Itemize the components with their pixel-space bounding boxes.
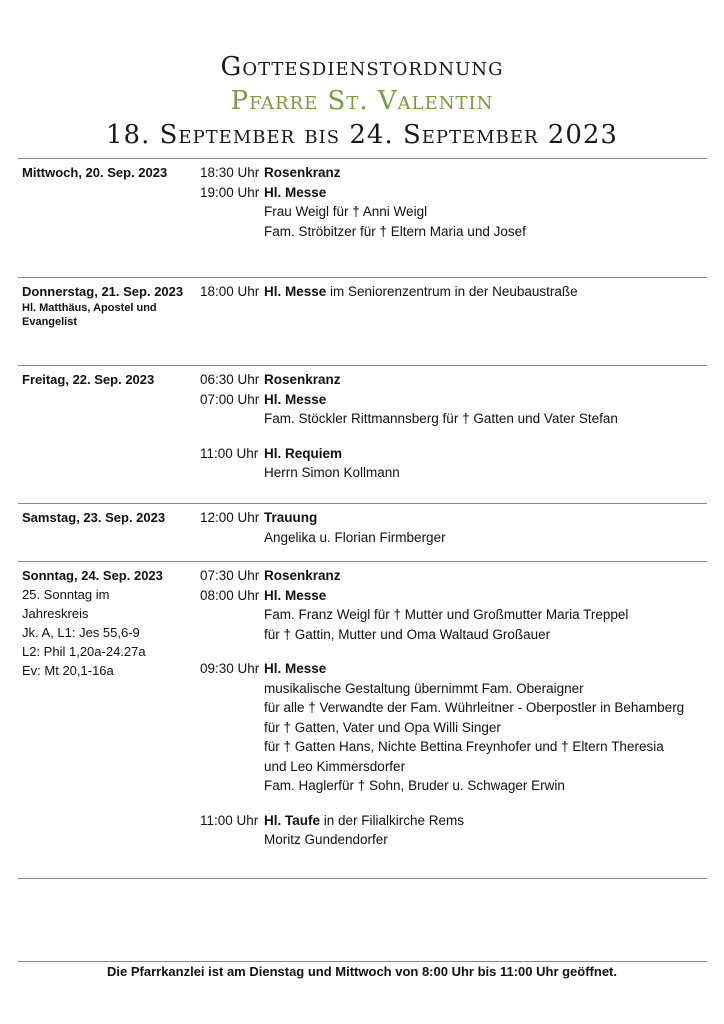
event-row [200,370,707,390]
day-row-wednesday [18,158,707,277]
day-name: Donnerstag, 21. Sep. 2023 [22,284,184,299]
day-row-sunday [18,561,707,879]
event-row [200,163,707,183]
parish-name: Pfarre St. Valentin [230,86,494,116]
intention-line: Herrn Simon Kollmann [264,465,400,480]
intention-line: Frau Weigl für † Anni Weigl [264,204,428,219]
event-row [200,586,707,606]
event-row [200,444,707,464]
event-time: 08:00 Uhr [200,587,260,603]
liturgy-note: Jk. A, L1: Jes 55,6-9 [22,625,140,640]
event-row [200,390,707,410]
day-name: Mittwoch, 20. Sep. 2023 [22,165,168,180]
day-events-cell [200,366,707,483]
event-title: Hl. Messe [264,184,327,200]
day-row-friday [18,365,707,503]
feast-name: Hl. Matthäus, Apostel und Evangelist [22,302,157,328]
event-time: 07:00 Uhr [200,391,260,407]
event-time: 11:00 Uhr [200,812,259,828]
intention-line: Fam. Stöckler Rittmannsberg für † Gatten und Vater Stefan [264,411,618,426]
intention-line: Angelika u. Florian Firmberger [264,529,446,545]
day-label-cell [22,163,194,182]
event-title: Hl. Messe [264,391,327,407]
day-label-cell [22,508,194,527]
page-header [0,50,724,152]
office-hours-note: Die Pfarrkanzlei ist am Dienstag und Mittwoch von 8:00 Uhr bis 11:00 Uhr geöffnet. [107,964,617,979]
intention-line: und Leo Kimmersdorfer [264,758,406,774]
event-row [200,282,707,302]
liturgy-note: Jahreskreis [22,606,89,621]
intention-line: Fam. Haglerfür † Sohn, Bruder u. Schwager Erwin [264,778,565,793]
day-name: Samstag, 23. Sep. 2023 [22,510,166,525]
event-row [200,811,707,831]
intention-line: Fam. Franz Weigl für † Mutter und Großmutter Maria Treppel [264,607,629,622]
event-time: 07:30 Uhr [200,568,260,583]
intention-line: Fam. Ströbitzer für † Eltern Maria und Josef [264,223,526,239]
event-time: 18:00 Uhr [200,284,260,299]
day-label-cell [22,282,194,329]
event-title: Rosenkranz [264,568,341,583]
day-name: Freitag, 22. Sep. 2023 [22,372,155,387]
event-time: 19:00 Uhr [200,184,260,200]
event-location: im Seniorenzentrum in der Neubaustraße [326,284,578,299]
event-title: Rosenkranz [264,165,341,180]
intention-line: für † Gatten, Vater und Opa Willi Singer [264,719,501,735]
schedule-table [18,158,707,879]
event-time: 11:00 Uhr [200,445,259,461]
event-row [200,659,707,679]
event-time: 12:00 Uhr [200,510,260,525]
event-time: 09:30 Uhr [200,661,260,676]
day-row-thursday [18,277,707,365]
intention-line: für † Gattin, Mutter und Oma Waltaud Großauer [264,626,551,642]
day-events-cell [200,278,707,302]
event-title: Hl. Requiem [264,445,343,461]
event-title: Rosenkranz [264,372,341,387]
liturgy-note: L2: Phil 1,20a-24.27a [22,644,146,659]
event-title: Hl. Messe [264,661,327,676]
event-title: Trauung [264,510,318,525]
event-title: Hl. Messe [264,284,327,299]
liturgy-note: 25. Sonntag im [22,587,110,602]
day-events-cell [200,562,707,850]
day-events-cell [200,504,707,547]
document-title: Gottesdienstordnung [220,52,504,82]
event-title: Hl. Messe [264,587,327,603]
day-label-cell [22,566,194,680]
day-events-cell [200,159,707,241]
event-location: in der Filialkirche Rems [320,812,465,828]
day-label-cell [22,370,194,389]
intention-line: für alle † Verwandte der Fam. Wührleitner - Oberpostler in Behamberg [264,700,685,715]
date-range: 18. September bis 24. September 2023 [106,120,618,150]
footer-divider [18,961,707,962]
intention-line: musikalische Gestaltung übernimmt Fam. Oberaigner [264,680,584,696]
intention-line: für † Gatten Hans, Nichte Bettina Freynhofer und † Eltern Theresia [264,739,664,754]
event-title: Hl. Taufe [264,812,321,828]
intention-line: Moritz Gundendorfer [264,832,388,847]
event-row [200,508,707,528]
event-time: 18:30 Uhr [200,165,260,180]
event-row [200,566,707,586]
day-row-saturday [18,503,707,561]
event-time: 06:30 Uhr [200,372,260,387]
event-row [200,183,707,203]
day-name: Sonntag, 24. Sep. 2023 [22,568,163,583]
liturgy-note: Ev: Mt 20,1-16a [22,663,114,678]
